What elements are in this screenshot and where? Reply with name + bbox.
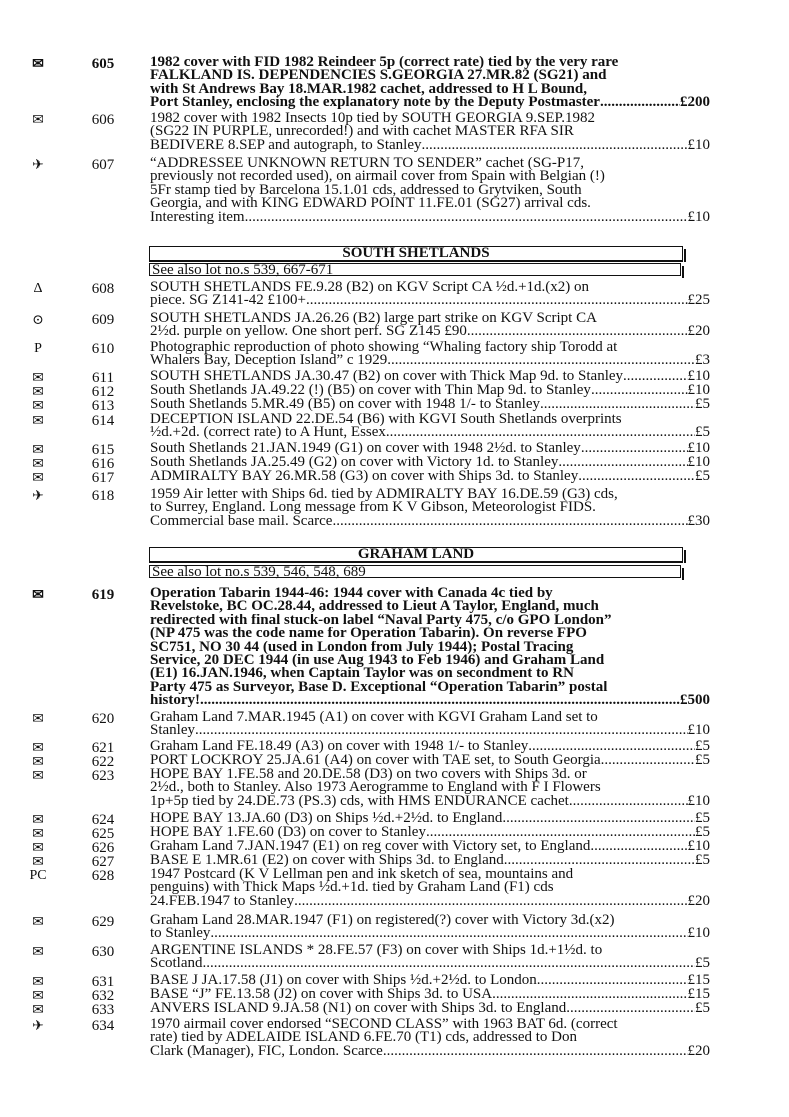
description-line <box>150 370 710 383</box>
lot-number: 626 <box>91 840 115 856</box>
description-text: SOUTH SHETLANDS JA.30.47 (B2) on cover with Thick Map 9d. to Stanley <box>150 370 624 384</box>
leader-dots <box>569 795 688 808</box>
description-text: 1p+5p tied by 24.DE.73 (PS.3) cds, with HMS ENDURANCE cachet <box>150 794 569 809</box>
description-line <box>150 795 710 808</box>
description-line <box>150 724 710 737</box>
description-line: FALKLAND IS. DEPENDENCIES S.GEORGIA 27.MR.82 (SG21) and <box>150 69 607 83</box>
lot-price: £10 <box>687 442 710 456</box>
lot-description <box>150 754 710 767</box>
item-type-icon: ✉ <box>32 841 44 856</box>
description-text: Port Stanley, enclosing the explanatory note by the Deputy Postmaster <box>150 96 600 110</box>
description-line: HOPE BAY 1.FE.58 and 20.DE.58 (D3) on two covers with Ships 3d. or <box>150 768 587 782</box>
lot-price: £20 <box>687 894 710 909</box>
lot-price: £10 <box>687 138 710 153</box>
lot-price: £5 <box>695 957 710 971</box>
description-line: (NP 475 was the code name for Operation Tabarin). On reverse FPO <box>150 627 587 641</box>
description-text: BASE J JA.17.58 (J1) on cover with Ships ½d.+2½d. to London <box>150 974 537 988</box>
description-line: SOUTH SHETLANDS FE.9.28 (B2) on KGV Script CA ½d.+1d.(x2) on <box>150 281 590 295</box>
lot-number: 607 <box>91 157 115 173</box>
leader-dots <box>566 1002 695 1015</box>
lot-price: £5 <box>695 740 710 754</box>
description-line <box>150 139 710 152</box>
description-line <box>150 515 710 528</box>
description-line <box>150 895 710 908</box>
leader-dots <box>623 370 687 383</box>
lot-description <box>150 370 710 383</box>
description-line: 1970 airmail cover endorsed “SECOND CLASS” with 1963 BAT 6d. (correct <box>150 1018 618 1032</box>
lot-description <box>150 988 710 1001</box>
lot-number: 632 <box>91 988 115 1004</box>
item-type-icon: ✉ <box>32 588 44 603</box>
description-text: ANVERS ISLAND 9.JA.58 (N1) on cover with Ships 3d. to England <box>150 1002 567 1016</box>
lot-description <box>150 456 710 469</box>
description-line <box>150 826 710 839</box>
leader-dots <box>504 854 695 867</box>
description-line <box>150 294 710 307</box>
see-also-note: See also lot no.s 539, 546, 548, 689 <box>149 565 681 578</box>
description-line: Photographic reproduction of photo showing “Whaling factory ship Torodd at <box>150 341 618 355</box>
description-line: penguins) with Thick Maps ½d.+1d. tied by Graham Land (F1) cds <box>150 881 554 895</box>
lot-number: 634 <box>91 1018 115 1034</box>
description-text: history! <box>150 694 200 708</box>
lot-price: £10 <box>687 210 710 225</box>
description-line <box>150 1045 710 1058</box>
item-type-icon: ✈ <box>32 489 44 504</box>
description-line: 1982 cover with FID 1982 Reindeer 5p (correct rate) tied by the very rare <box>150 56 619 70</box>
item-type-icon: P <box>34 341 42 356</box>
description-line <box>150 325 710 338</box>
leader-dots <box>426 826 695 839</box>
description-text: South Shetlands 5.MR.49 (B5) on cover with 1948 1/- to Stanley <box>150 398 540 412</box>
lot-description <box>150 768 710 808</box>
description-line <box>150 812 710 825</box>
lot-description <box>150 341 710 368</box>
lot-price: £5 <box>695 826 710 840</box>
item-type-icon: ✉ <box>32 945 44 960</box>
lot-number: 620 <box>91 711 115 727</box>
item-type-icon: PC <box>29 868 47 883</box>
description-line: Georgia, and with KING EDWARD POINT 11.FE.01 (SG27) arrival cds. <box>150 197 591 211</box>
description-text: piece. SG Z141-42 £100+ <box>150 294 306 308</box>
section-heading: SOUTH SHETLANDS <box>149 246 683 262</box>
description-line <box>150 384 710 397</box>
lot-description <box>150 384 710 397</box>
lot-price: £10 <box>687 840 710 854</box>
description-line <box>150 988 710 1001</box>
description-line <box>150 740 710 753</box>
lot-description <box>150 587 710 708</box>
lot-description <box>150 1002 710 1015</box>
description-text: Commercial base mail. Scarce <box>150 514 333 529</box>
description-text: PORT LOCKROY 25.JA.61 (A4) on cover with TAE set, to South Georgia <box>150 754 601 768</box>
lot-number: 618 <box>91 488 115 504</box>
description-line <box>150 854 710 867</box>
lot-number: 612 <box>91 384 115 400</box>
lot-price: £25 <box>687 294 710 308</box>
description-line <box>150 426 710 439</box>
leader-dots <box>467 325 688 338</box>
description-line: SC751, NO 30 44 (used in London from July 1944); Postal Tracing <box>150 640 574 655</box>
lot-description <box>150 974 710 987</box>
lot-price: £10 <box>687 456 710 470</box>
description-line: Graham Land 28.MAR.1947 (F1) on registered(?) cover with Victory 3d.(x2) <box>150 914 615 928</box>
lot-description <box>150 56 710 110</box>
lot-number: 609 <box>91 312 115 328</box>
description-text: 24.FEB.1947 to Stanley <box>150 894 295 909</box>
leader-dots <box>558 456 687 469</box>
lot-price: £5 <box>695 398 710 412</box>
lot-number: 622 <box>91 754 115 770</box>
leader-dots <box>502 812 695 825</box>
item-type-icon: Δ <box>33 281 43 296</box>
item-type-icon: ✉ <box>32 827 44 842</box>
lot-description <box>150 840 710 853</box>
lot-description <box>150 413 710 440</box>
leader-dots <box>540 398 695 411</box>
lot-number: 606 <box>91 112 115 128</box>
item-type-icon: ✉ <box>32 399 44 414</box>
item-type-icon: ✉ <box>32 113 44 128</box>
lot-price: £10 <box>687 370 710 384</box>
lot-price: £10 <box>687 384 710 398</box>
lot-description <box>150 740 710 753</box>
description-line: SOUTH SHETLANDS JA.26.26 (B2) large part strike on KGV Script CA <box>150 312 597 326</box>
item-type-icon: ✉ <box>32 975 44 990</box>
description-line: (SG22 IN PURPLE, unrecorded!) and with cachet MASTER RFA SIR <box>150 125 574 139</box>
lot-price: £15 <box>687 974 710 988</box>
description-line: 1947 Postcard (K V Lellman pen and ink sketch of sea, mountains and <box>150 868 574 882</box>
leader-dots <box>492 988 687 1001</box>
lot-description <box>150 112 710 152</box>
description-line: redirected with final stuck-on label “Naval Party 475, c/o GPO London” <box>150 613 612 628</box>
lot-price: £10 <box>687 724 710 738</box>
lot-price: £15 <box>687 988 710 1002</box>
item-type-icon: ✉ <box>32 741 44 756</box>
description-line: rate) tied by ADELAIDE ISLAND 6.FE.70 (T1) cds, addressed to Don <box>150 1031 577 1045</box>
description-line <box>150 974 710 987</box>
item-type-icon: ✉ <box>32 1003 44 1018</box>
description-line <box>150 470 710 483</box>
description-line: 1982 cover with 1982 Insects 10p tied by SOUTH GEORGIA 9.SEP.1982 <box>150 112 595 126</box>
description-text: Whalers Bay, Deception Island” c 1929 <box>150 354 388 368</box>
lot-number: 615 <box>91 442 115 458</box>
lot-price: £10 <box>687 927 710 941</box>
lot-price: £200 <box>680 96 710 110</box>
leader-dots <box>294 895 687 908</box>
lot-number: 630 <box>91 944 115 960</box>
lot-description <box>150 312 710 339</box>
description-text: Scotland <box>150 957 203 971</box>
lot-number: 625 <box>91 826 115 842</box>
description-line: 1959 Air letter with Ships 6d. tied by ADMIRALTY BAY 16.DE.59 (G3) cds, <box>150 488 618 502</box>
lot-description <box>150 442 710 455</box>
lot-price: £20 <box>687 1044 710 1059</box>
lot-description <box>150 944 710 971</box>
lot-price: £30 <box>687 514 710 529</box>
item-type-icon: ✉ <box>32 385 44 400</box>
description-line: “ADDRESSEE UNKNOWN RETURN TO SENDER” cachet (SG-P17, <box>150 157 584 171</box>
lot-number: 631 <box>91 974 115 990</box>
description-line: Operation Tabarin 1944-46: 1944 cover with Canada 4c tied by <box>150 587 553 601</box>
description-line <box>150 1002 710 1015</box>
item-type-icon: ✉ <box>32 57 44 72</box>
leader-dots <box>195 724 688 737</box>
item-type-icon: ✉ <box>32 755 44 770</box>
lot-number: 621 <box>91 740 115 756</box>
item-type-icon: ✉ <box>32 813 44 828</box>
lot-description <box>150 854 710 867</box>
description-text: Clark (Manager), FIC, London. Scarce <box>150 1044 383 1059</box>
item-type-icon: ✈ <box>32 1019 44 1034</box>
description-line <box>150 840 710 853</box>
lot-price: £5 <box>695 854 710 868</box>
leader-dots <box>200 694 680 707</box>
lot-number: 628 <box>91 868 115 884</box>
lot-number: 624 <box>91 812 115 828</box>
description-text: Interesting item <box>150 210 245 225</box>
item-type-icon: ⊙ <box>32 313 44 328</box>
description-line: with St Andrews Bay 18.MAR.1982 cachet, addressed to H L Bound, <box>150 82 587 97</box>
description-text: BASE E 1.MR.61 (E2) on cover with Ships 3d. to England <box>150 854 504 868</box>
lot-number: 611 <box>92 370 114 386</box>
see-also-note: See also lot no.s 539, 667-671 <box>149 263 681 276</box>
lot-price: £5 <box>695 426 710 440</box>
item-type-icon: ✉ <box>32 457 44 472</box>
lot-description <box>150 1018 710 1058</box>
description-line: ARGENTINE ISLANDS * 28.FE.57 (F3) on cover with Ships 1d.+1½d. to <box>150 944 603 958</box>
description-line <box>150 96 710 109</box>
leader-dots <box>578 470 695 483</box>
lot-number: 623 <box>91 768 115 784</box>
description-line: Service, 20 DEC 1944 (in use Aug 1943 to Feb 1946) and Graham Land <box>150 654 605 668</box>
lot-description <box>150 711 710 738</box>
item-type-icon: ✉ <box>32 915 44 930</box>
item-type-icon: ✉ <box>32 414 44 429</box>
description-line <box>150 957 710 970</box>
leader-dots <box>387 354 695 367</box>
lot-number: 633 <box>91 1002 115 1018</box>
leader-dots <box>386 426 695 439</box>
description-text: South Shetlands 21.JAN.1949 (G1) on cover with 1948 2½d. to Stanley <box>150 442 581 456</box>
lot-price: £5 <box>695 812 710 826</box>
description-line <box>150 754 710 767</box>
description-line <box>150 927 710 940</box>
description-line: Party 475 as Surveyor, Base D. Exceptional “Operation Tabarin” postal <box>150 680 608 695</box>
lot-number: 616 <box>91 456 115 472</box>
leader-dots <box>528 740 695 753</box>
lot-price: £3 <box>695 354 710 368</box>
lot-number: 619 <box>91 587 115 603</box>
description-line: 2½d., both to Stanley. Also 1973 Aerogramme to England with F I Flowers <box>150 781 601 795</box>
item-type-icon: ✉ <box>32 471 44 486</box>
lot-number: 613 <box>91 398 115 414</box>
lot-description <box>150 868 710 908</box>
description-line <box>150 398 710 411</box>
lot-price: £5 <box>695 1002 710 1016</box>
lot-number: 617 <box>91 470 115 486</box>
lot-number: 629 <box>91 914 115 930</box>
lot-number: 627 <box>91 854 115 870</box>
lot-description <box>150 398 710 411</box>
item-type-icon: ✉ <box>32 769 44 784</box>
lot-price: £10 <box>687 794 710 809</box>
description-text: BEDIVERE 8.SEP and autograph, to Stanley <box>150 138 422 153</box>
description-line: 5Fr stamp tied by Barcelona 15.1.01 cds, addressed to Grytviken, South <box>150 183 582 198</box>
lot-description <box>150 914 710 941</box>
leader-dots <box>306 294 688 307</box>
description-line: previously not recorded used), on airmail cover from Spain with Belgian (!) <box>150 170 605 184</box>
leader-dots <box>600 96 680 109</box>
description-text: HOPE BAY 13.JA.60 (D3) on Ships ½d.+2½d. to England <box>150 812 503 826</box>
description-text: ½d.+2d. (correct rate) to A Hunt, Essex <box>150 426 386 440</box>
lot-price: £5 <box>695 754 710 768</box>
description-text: HOPE BAY 1.FE.60 (D3) on cover to Stanley <box>150 826 426 840</box>
description-text: South Shetlands JA.49.22 (!) (B5) on cover with Thin Map 9d. to Stanley <box>150 384 591 398</box>
leader-dots <box>581 442 688 455</box>
section-heading: GRAHAM LAND <box>149 547 683 563</box>
description-line: (E1) 16.JAN.1946, when Captain Taylor was on secondment to RN <box>150 667 574 681</box>
item-type-icon: ✉ <box>32 712 44 727</box>
description-line <box>150 456 710 469</box>
description-line: Graham Land 7.MAR.1945 (A1) on cover with KGVI Graham Land set to <box>150 711 598 725</box>
description-line <box>150 211 710 224</box>
description-text: BASE “J” FE.13.58 (J2) on cover with Ships 3d. to USA <box>150 988 493 1002</box>
lot-price: £500 <box>680 694 710 708</box>
description-text: Stanley <box>150 724 195 738</box>
lot-number: 614 <box>91 413 115 429</box>
leader-dots <box>537 974 688 987</box>
lot-price: £5 <box>695 470 710 484</box>
lot-description <box>150 826 710 839</box>
leader-dots <box>203 957 696 970</box>
description-line: to Surrey, England. Long message from K V Gibson, Meteorologist FIDS. <box>150 501 596 515</box>
lot-number: 608 <box>91 281 115 297</box>
description-text: 2½d. purple on yellow. One short perf. SG Z145 £90 <box>150 325 467 339</box>
description-text: Graham Land 7.JAN.1947 (E1) on reg cover with Victory set, to England <box>150 840 591 854</box>
lot-description <box>150 281 710 308</box>
lot-number: 610 <box>91 341 115 357</box>
description-text: to Stanley <box>150 927 211 941</box>
leader-dots <box>590 840 687 853</box>
lot-number: 605 <box>91 56 115 72</box>
lot-description <box>150 488 710 528</box>
description-text: ADMIRALTY BAY 26.MR.58 (G3) on cover with Ships 3d. to Stanley <box>150 470 579 484</box>
item-type-icon: ✉ <box>32 989 44 1004</box>
description-line <box>150 442 710 455</box>
leader-dots <box>601 754 695 767</box>
item-type-icon: ✉ <box>32 371 44 386</box>
leader-dots <box>383 1045 688 1058</box>
item-type-icon: ✈ <box>32 158 44 173</box>
lot-description <box>150 157 710 224</box>
leader-dots <box>422 139 688 152</box>
description-line <box>150 354 710 367</box>
description-line <box>150 694 710 707</box>
lot-price: £20 <box>687 325 710 339</box>
description-line: Revelstoke, BC OC.28.44, addressed to Lieut A Taylor, England, much <box>150 600 599 614</box>
description-text: South Shetlands JA.25.49 (G2) on cover with Victory 1d. to Stanley <box>150 456 559 470</box>
lot-description <box>150 812 710 825</box>
leader-dots <box>591 384 688 397</box>
leader-dots <box>332 515 687 528</box>
leader-dots <box>210 927 687 940</box>
description-line: DECEPTION ISLAND 22.DE.54 (B6) with KGVI South Shetlands overprints <box>150 413 622 427</box>
leader-dots <box>245 211 688 224</box>
item-type-icon: ✉ <box>32 855 44 870</box>
lot-description <box>150 470 710 483</box>
description-text: Graham Land FE.18.49 (A3) on cover with 1948 1/- to Stanley <box>150 740 529 754</box>
item-type-icon: ✉ <box>32 443 44 458</box>
